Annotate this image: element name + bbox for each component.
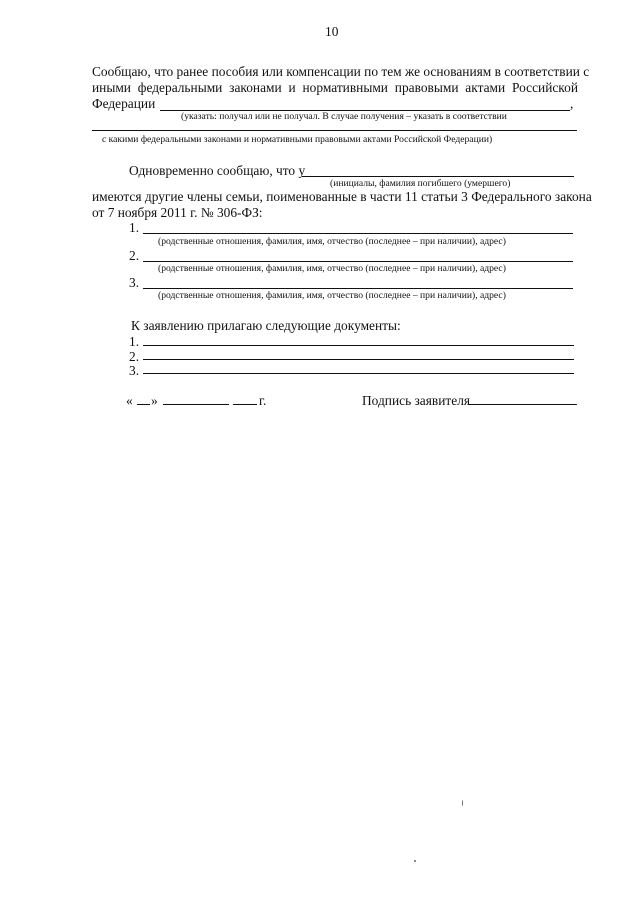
document-2-number: 2. [129,349,140,364]
page-number: 10 [325,24,339,39]
signature-label: Подпись заявителя [362,393,471,408]
date-open-quote: « [126,393,133,408]
date-year-suffix: г. [259,393,267,408]
paragraph2-line2: имеются другие члены семьи, поименованные в части 11 статьи 3 Федерального закона [92,189,592,204]
member-3-field-line[interactable] [143,288,573,289]
member-2-hint: (родственные отношения, фамилия, имя, отчество (последнее – при наличии), адрес) [158,263,506,274]
paragraph1-line3: Федерации [92,96,156,111]
paragraph1-line1: Сообщаю, что ранее пособия или компенсации по тем же основаниям в соответствии с [92,64,590,79]
member-1-number: 1. [129,220,140,235]
member-2-field-line[interactable] [143,261,573,262]
member-1-field-line[interactable] [143,233,573,234]
documents-heading: К заявлению прилагаю следующие документы: [131,318,401,333]
paragraph1-line3-comma: , [570,96,574,111]
benefits-received-hint: (указать: получал или не получал. В случае получения – указать в соответствии [181,111,507,122]
member-3-number: 3. [129,275,140,290]
date-month-field-line[interactable] [163,404,229,405]
deceased-name-field-line[interactable] [302,176,574,177]
signature-field-line[interactable] [469,404,577,405]
date-day-field-line[interactable] [137,404,150,405]
document-3-number: 3. [129,363,140,378]
date-close-quote: » [151,393,158,408]
document-3-field-line[interactable] [143,373,574,374]
member-2-number: 2. [129,248,140,263]
paragraph1-line2: иными федеральными законами и нормативными правовыми актами Российской [92,80,578,95]
laws-hint: с какими федеральными законами и нормативными правовыми актами Российской Федерации) [102,134,493,145]
document-1-number: 1. [129,334,140,349]
paragraph2-line1: Одновременно сообщаю, что у [129,163,306,178]
scan-speck [414,860,416,862]
scan-speck [462,800,463,806]
member-1-hint: (родственные отношения, фамилия, имя, отчество (последнее – при наличии), адрес) [158,236,506,247]
deceased-name-hint: (инициалы, фамилия погибшего (умершего) [330,178,511,189]
document-1-field-line[interactable] [143,345,574,346]
paragraph2-line3: от 7 ноября 2011 г. № 306-ФЗ: [92,205,263,220]
document-2-field-line[interactable] [143,359,574,360]
member-3-hint: (родственные отношения, фамилия, имя, отчество (последнее – при наличии), адрес) [158,290,506,301]
laws-field-line[interactable] [92,130,577,131]
date-year-field-line[interactable] [233,404,257,405]
